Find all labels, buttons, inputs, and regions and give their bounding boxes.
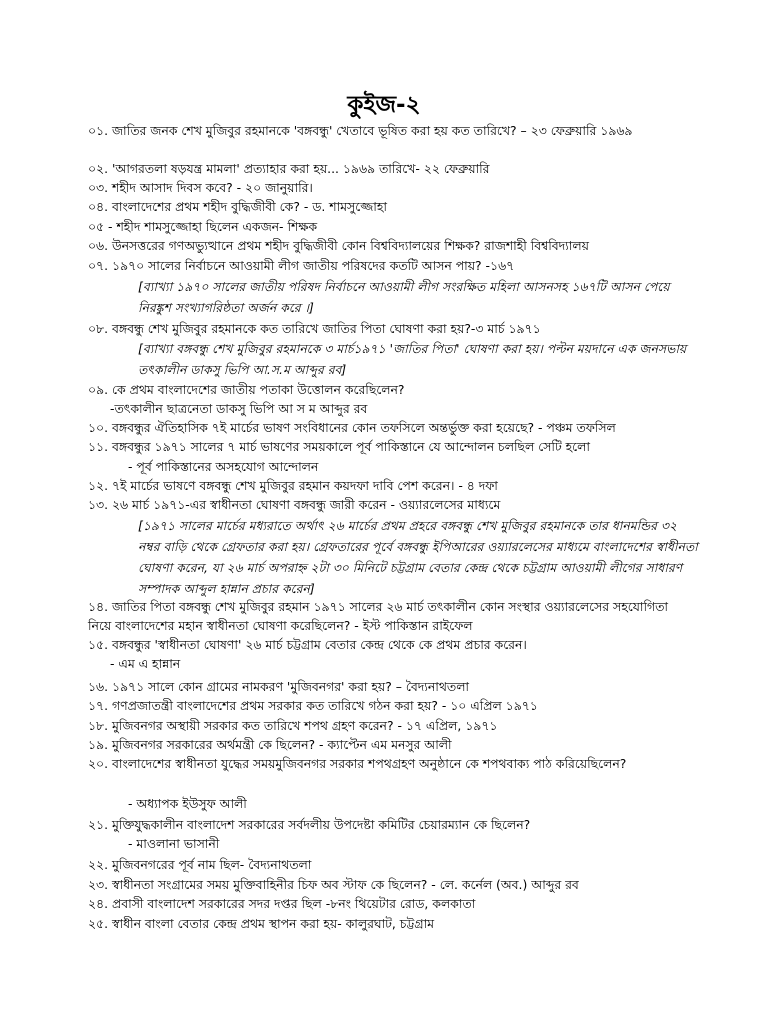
answer-09: -তৎকালীন ছাত্রনেতা ডাকসু ভিপি আ স ম আব্দুর রব (110, 401, 368, 416)
question-15: ১৫. বঙ্গবন্ধুর 'স্বাধীনতা ঘোষণা' ২৬ মার্চ চট্টগ্রাম বেতার কেন্দ্র থেকে কে প্রথম প্রচার করেন। (88, 637, 527, 652)
question-14: ১৪. জাতির পিতা বঙ্গবন্ধু শেখ মুজিবুর রহমান ১৯৭১ সালের ২৬ মার্চ তৎকালীন কোন সংস্থার ওয়্যারলেসের সহযোগিতা নিয়ে বাংলাদেশের মহান স্বাধীনতা ঘোষণা করেছিলেন? - ইস্ট পাকিস্তান রাইফেল (88, 599, 669, 633)
answer-15: - এম এ হান্নান (110, 656, 181, 671)
question-12: ১২. ৭ই মার্চের ভাষণে বঙ্গবন্ধু শেখ মুজিবুর রহমান কয়দফা দাবি পেশ করেন। - ৪ দফা (88, 478, 498, 493)
question-19: ১৯. মুজিবনগর সরকারের অর্থমন্ত্রী কে ছিলেন? - ক্যাপ্টেন এম মনসুর আলী (88, 737, 452, 752)
question-23: ২৩. স্বাধীনতা সংগ্রামের সময় মুক্তিবাহিনীর চিফ অব স্টাফ কে ছিলেন? - লে. কর্নেল (অব.) আব্দুর রব (88, 877, 579, 892)
question-22: ২২. মুজিবনগরের পূর্ব নাম ছিল- বৈদ্যনাথতলা (88, 857, 312, 872)
question-24: ২৪. প্রবাসী বাংলাদেশ সরকারের সদর দপ্তর ছিল -৮নং থিয়েটার রোড, কলকাতা (88, 896, 476, 911)
answer-20: - অধ্যাপক ইউসুফ আলী (128, 796, 247, 811)
explanation-08: [ব্যাখ্যা বঙ্গবন্ধু শেখ মুজিবুর রহমানকে ৩ মার্চ১৯৭১ 'জাতির পিতা' ঘোষণা করা হয়। পল্টন ময়দানে এক জনসভায় তৎকালীন ডাকসু ভিপি আ.স.ম আব্দুর রব] (138, 341, 687, 377)
question-08: ০৮. বঙ্গবন্ধু শেখ মুজিবুর রহমানকে কত তারিখে জাতির পিতা ঘোষণা করা হয়?-৩ মার্চ ১৯৭১ (88, 321, 541, 336)
question-09: ০৯. কে প্রথম বাংলাদেশের জাতীয় পতাকা উত্তোলন করেছিলেন? (88, 382, 405, 397)
question-18: ১৮. মুজিবনগর অস্থায়ী সরকার কত তারিখে শপথ গ্রহণ করেন? - ১৭ এপ্রিল, ১৯৭১ (88, 718, 498, 733)
question-03: ০৩. শহীদ আসাদ দিবস কবে? - ২০ জানুয়ারি। (88, 180, 313, 195)
question-21: ২১. মুক্তিযুদ্ধকালীন বাংলাদেশ সরকারের সর্বদলীয় উপদেষ্টা কমিটির চেয়ারম্যান কে ছিলেন? (88, 817, 531, 832)
question-20: ২০. বাংলাদেশের স্বাধীনতা যুদ্ধের সময়মুজিবনগর সরকার শপথগ্রহণ অনুষ্ঠানে কে শপথবাক্য পাঠ করিয়েছিলেন? (88, 756, 627, 771)
question-05: ০৫ - শহীদ শামসুজ্জোহা ছিলেন একজন- শিক্ষক (88, 219, 318, 234)
page-title: কুইজ-২ (347, 92, 421, 118)
explanation-07: [ব্যাখ্যা ১৯৭০ সালের জাতীয় পরিষদ নির্বাচনে আওয়ামী লীগ সংরক্ষিত মহিলা আসনসহ ১৬৭টি আসন পেয়ে নিরঙ্কুশ সংখ্যাগরিষ্ঠতা অর্জন করে ।] (138, 279, 670, 315)
question-07: ০৭. ১৯৭০ সালের নির্বাচনে আওয়ামী লীগ জাতীয় পরিষদের কতটি আসন পায়? -১৬৭ (88, 258, 515, 273)
answer-11: - পূর্ব পাকিস্তানের অসহযোগ আন্দোলন (128, 459, 319, 474)
question-25: ২৫. স্বাধীন বাংলা বেতার কেন্দ্র প্রথম স্থাপন করা হয়- কালুরঘাট, চট্টগ্রাম (88, 916, 435, 931)
question-02: ০২. 'আগরতলা ষড়যন্ত্র মামলা' প্রত্যাহার করা হয়... ১৯৬৯ তারিখে- ২২ ফেব্রুয়ারি (88, 161, 490, 176)
question-01: ০১. জাতির জনক শেখ মুজিবুর রহমানকে 'বঙ্গবন্ধু' খেতাবে ভূষিত করা হয় কত তারিখে? – ২৩ ফেব্রুয়ারি ১৯৬৯ (88, 123, 633, 138)
question-16: ১৬. ১৯৭১ সালে কোন গ্রামের নামকরণ 'মুজিবনগর' করা হয়? – বৈদ্যনাথতলা (88, 679, 470, 694)
question-17: ১৭. গণপ্রজাতন্ত্রী বাংলাদেশের প্রথম সরকার কত তারিখে গঠন করা হয়? - ১০ এপ্রিল ১৯৭১ (88, 698, 538, 713)
question-13: ১৩. ২৬ মার্চ ১৯৭১-এর স্বাধীনতা ঘোষণা বঙ্গবন্ধু জারী করেন - ওয়্যারলেসের মাধ্যমে (88, 497, 501, 512)
question-10: ১০. বঙ্গবন্ধুর ঐতিহাসিক ৭ই মার্চের ভাষণ সংবিধানের কোন তফসিলে অন্তর্ভুক্ত করা হয়েছে? - পঞ্চম তফসিল (88, 420, 616, 435)
question-11: ১১. বঙ্গবন্ধুর ১৯৭১ সালের ৭ মার্চ ভাষণের সময়কালে পূর্ব পাকিস্তানে যে আন্দোলন চলছিল সেটি হলো (88, 439, 590, 454)
question-04: ০৪. বাংলাদেশের প্রথম শহীদ বুদ্ধিজীবী কে? - ড. শামসুজ্জোহা (88, 199, 387, 214)
question-06: ০৬. উনসত্তরের গণঅভ্যুত্থানে প্রথম শহীদ বুদ্ধিজীবী কোন বিশ্ববিদ্যালয়ের শিক্ষক? রাজশাহী বিশ্ববিদ্যালয় (88, 238, 589, 253)
answer-21: - মাওলানা ভাসানী (128, 836, 220, 851)
explanation-13: [১৯৭১ সালের মার্চের মধ্যরাতে অর্থাৎ ২৬ মার্চের প্রথম প্রহরে বঙ্গবন্ধু শেখ মুজিবুর রহমানকে তার ধানমন্ডির ৩২ নম্বর বাড়ি থেকে গ্রেফতার করা হয়। গ্রেফতারের পূর্বে বঙ্গবন্ধু ইপিআরের ওয়্যারলেসের মাধ্যমে বাংলাদেশের স্বাধীনতা ঘোষণা করেন, যা ২৬ মার্চ অপরাহ্ন ২টা ৩০ মিনিটে চট্টগ্রাম বেতার কেন্দ্র থেকে চট্টগ্রাম আওয়ামী লীগের সাধারণ সম্পাদক আব্দুল হান্নান প্রচার করেন] (138, 518, 698, 596)
